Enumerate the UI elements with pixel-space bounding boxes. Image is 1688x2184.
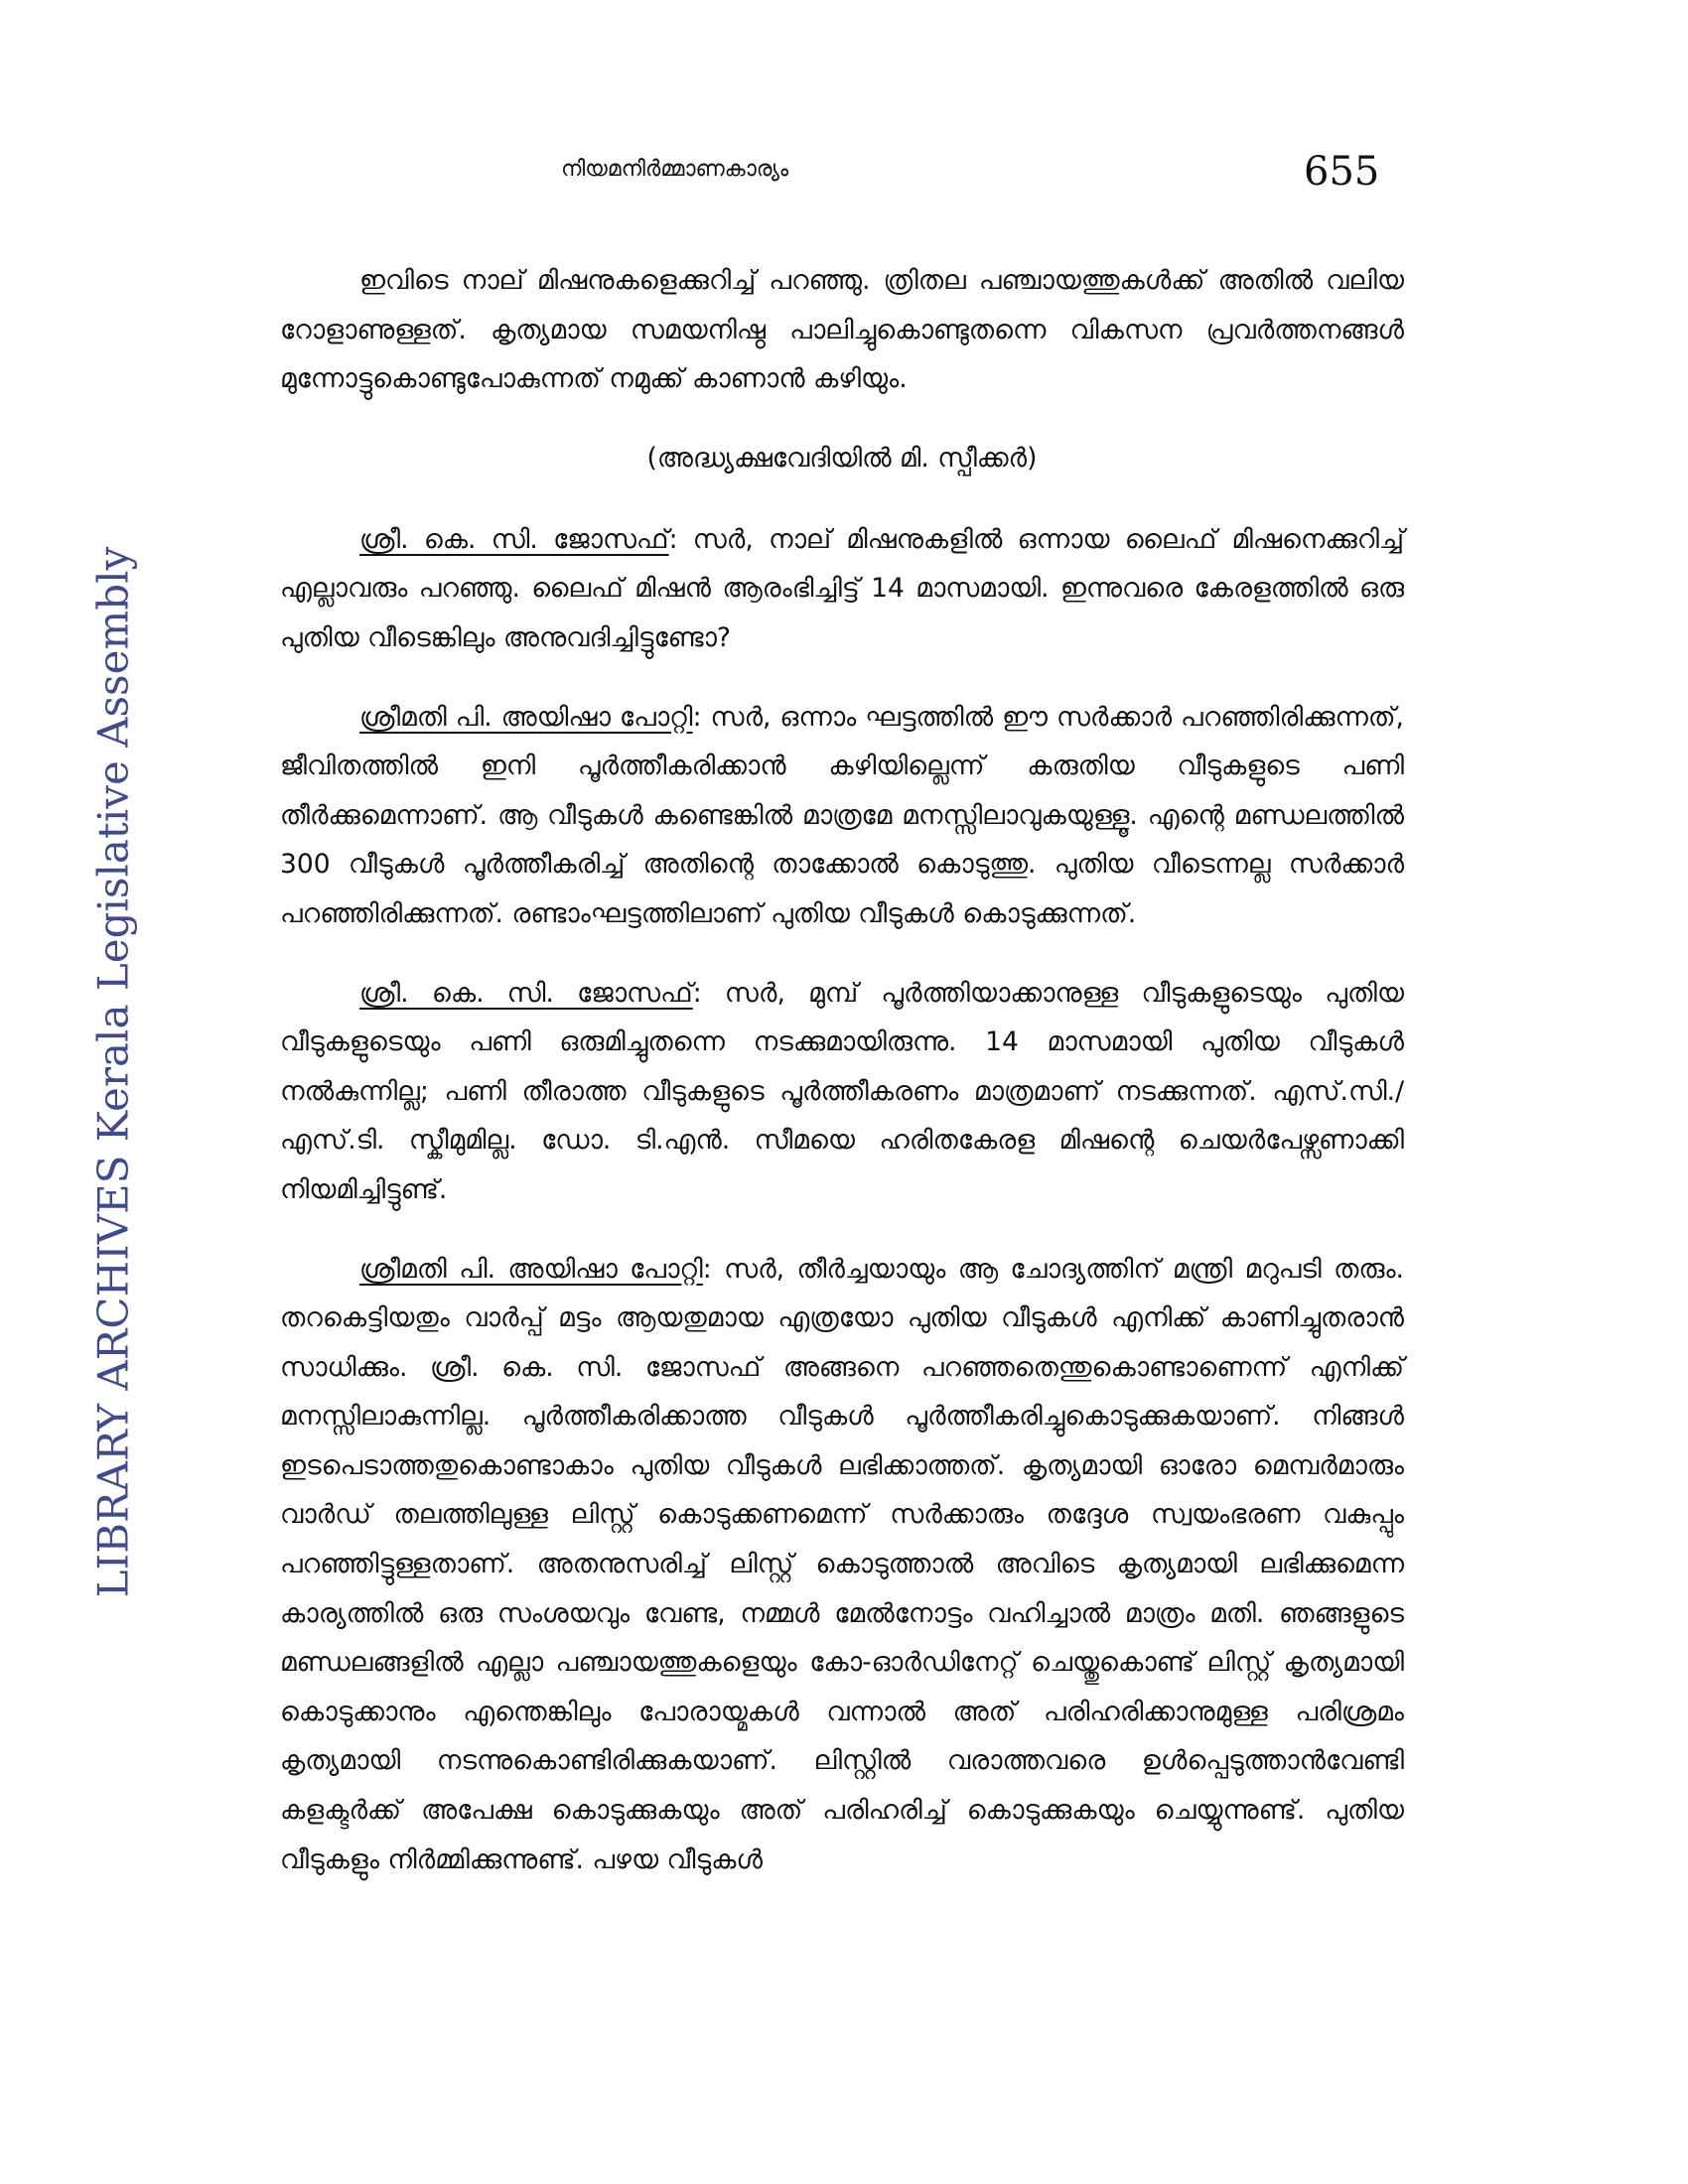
chair-note: (അദ്ധ്യക്ഷവേദിയിൽ മി. സ്പീക്കർ): [646, 442, 1038, 474]
paragraph: [280, 256, 1404, 404]
speaker-name: ശ്രീ. കെ. സി. ജോസഫ്: [359, 977, 693, 1009]
speaker-name: ശ്രീമതി പി. അയിഷാ പോറ്റി: [359, 1253, 703, 1285]
speaker-name: ശ്രീമതി പി. അയിഷാ പോറ്റി: [359, 701, 693, 733]
speaker-name: ശ്രീ. കെ. സി. ജോസഫ്: [359, 523, 669, 555]
paragraph-text: : സർ, ഒന്നാം ഘട്ടത്തിൽ ഈ സർക്കാർ പറഞ്ഞിരിക്കുന്നത്, ജീവിതത്തിൽ ഇനി പൂർത്തീകരിക്കാൻ കഴിയില്ലെന്ന് കരുതിയ വീടുകളുടെ പണി തീർക്കുമെന്നാണ്. ആ വീടുകൾ കണ്ടെങ്കിൽ മാത്രമേ മനസ്സിലാവുകയുള്ളൂ. എന്റെ മണ്ഡലത്തിൽ 300 വീടുകൾ പൂർത്തീകരിച്ച് അതിന്റെ താക്കോൽ കൊടുത്തു. പുതിയ വീടെന്നല്ല സർക്കാർ പറഞ്ഞിരിക്കുന്നത്. രണ്ടാംഘട്ടത്തിലാണ് പുതിയ വീടുകൾ കൊടുക്കുന്നത്.: [280, 701, 1404, 929]
paragraph-text: : സർ, മുമ്പ് പൂർത്തിയാക്കാനുള്ള വീടുകളുടെയും പുതിയ വീടുകളുടെയും പണി ഒരുമിച്ചുതന്നെ നടക്കുമായിരുന്നു. 14 മാസമായി പുതിയ വീടുകൾ നൽകുന്നില്ല; പണി തീരാത്ത വീടുകളുടെ പൂർത്തീകരണം മാത്രമാണ് നടക്കുന്നത്. എസ്.സി./എസ്.ടി. സ്കീമുമില്ല. ഡോ. ടി.എൻ. സീമയെ ഹരിതകേരള മിഷന്റെ ചെയർപേഴ്സണാക്കി നിയമിച്ചിട്ടുണ്ട്.: [280, 977, 1405, 1205]
paragraph: [280, 1245, 1404, 1885]
proceedings-text: [280, 256, 1404, 1914]
page-number: 655: [1304, 149, 1380, 195]
paragraph: [280, 693, 1404, 939]
paragraph-text: : സർ, നാല് മിഷനുകളിൽ ഒന്നായ ലൈഫ് മിഷനെക്കുറിച്ച് എല്ലാവരും പറഞ്ഞു. ലൈഫ് മിഷൻ ആരംഭിച്ചിട്ട് 14 മാസമായി. ഇന്നുവരെ കേരളത്തിൽ ഒരു പുതിയ വീടെങ്കിലും അനുവദിച്ചിട്ടുണ്ടോ?: [280, 523, 1405, 653]
paragraph: [280, 969, 1404, 1215]
running-header: നിയമനിർമ്മാണകാര്യം: [561, 157, 789, 182]
paragraph-text: : സർ, തീർച്ചയായും ആ ചോദ്യത്തിന് മന്ത്രി മറുപടി തരും. തറകെട്ടിയതും വാർപ്പ് മട്ടം ആയതുമായ എത്രയോ പുതിയ വീടുകൾ എനിക്ക് കാണിച്ചുതരാൻ സാധിക്കും. ശ്രീ. കെ. സി. ജോസഫ് അങ്ങനെ പറഞ്ഞതെന്തുകൊണ്ടാണെന്ന് എനിക്ക് മനസ്സിലാകുന്നില്ല. പൂർത്തീകരിക്കാത്ത വീടുകൾ പൂർത്തീകരിച്ചുകൊടുക്കുകയാണ്. നിങ്ങൾ ഇടപെടാത്തതുകൊണ്ടാകാം പുതിയ വീടുകൾ ലഭിക്കാത്തത്. കൃത്യമായി ഓരോ മെമ്പർമാരും വാർഡ് തലത്തിലുള്ള ലിസ്റ്റ് കൊടുക്കണമെന്ന് സർക്കാരും തദ്ദേശ സ്വയംഭരണ വകുപ്പും പറഞ്ഞിട്ടുള്ളതാണ്. അതനുസരിച്ച് ലിസ്റ്റ് കൊടുത്താൽ അവിടെ കൃത്യമായി ലഭിക്കുമെന്ന കാര്യത്തിൽ ഒരു സംശയവും വേണ്ട, നമ്മൾ മേൽനോട്ടം വഹിച്ചാൽ മാത്രം മതി. ഞങ്ങളുടെ മണ്ഡലങ്ങളിൽ എല്ലാ പഞ്ചായത്തുകളെയും കോ-ഓർഡിനേറ്റ് ചെയ്തുകൊണ്ട് ലിസ്റ്റ് കൃത്യമായി കൊടുക്കാനും എന്തെങ്കിലും പോരായ്മകൾ വന്നാൽ അത് പരിഹരിക്കാനുമുള്ള പരിശ്രമം കൃത്യമായി നടന്നുകൊണ്ടിരിക്കുകയാണ്. ലിസ്റ്റിൽ വരാത്തവരെ ഉൾപ്പെടുത്താൻവേണ്ടി കളക്ടർക്ക് അപേക്ഷ കൊടുക്കുകയും അത് പരിഹരിച്ച് കൊടുക്കുകയും ചെയ്യുന്നുണ്ട്. പുതിയ വീടുകളും നിർമ്മിക്കുന്നുണ്ട്. പഴയ വീടുകൾ: [280, 1253, 1404, 1875]
paragraph: [280, 515, 1404, 663]
paragraph-text: ഇവിടെ നാല് മിഷനുകളെക്കുറിച്ച് പറഞ്ഞു. ത്രിതല പഞ്ചായത്തുകൾക്ക് അതിൽ വലിയ റോളാണുള്ളത്. കൃത്യമായ സമയനിഷ്ഠ പാലിച്ചുകൊണ്ടുതന്നെ വികസന പ്രവർത്തനങ്ങൾ മുന്നോട്ടുകൊണ്ടുപോകുന്നത് നമുക്ക് കാണാൻ കഴിയും.: [280, 265, 1404, 395]
archive-watermark: LIBRARY ARCHIVES Kerala Legislative Assembly: [88, 546, 138, 1598]
